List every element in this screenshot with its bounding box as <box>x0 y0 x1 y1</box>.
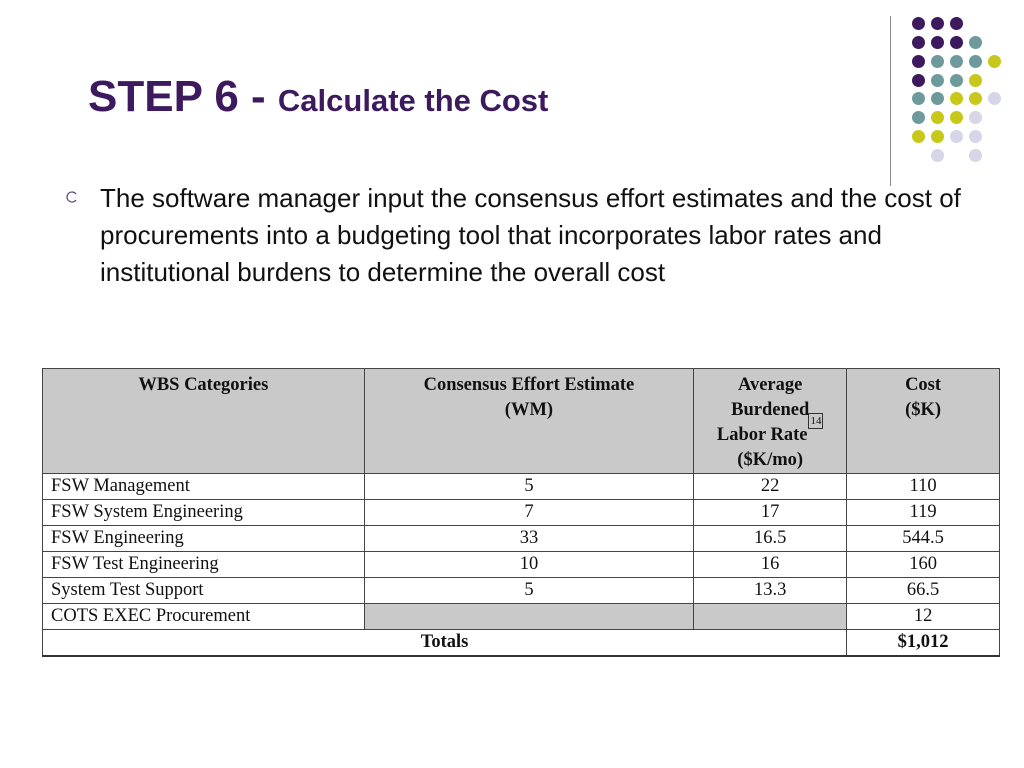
decor-dot-icon <box>912 36 925 49</box>
header-cost: Cost ($K) <box>847 369 1000 474</box>
decor-dot-icon <box>988 55 1001 68</box>
decor-dot-icon <box>931 111 944 124</box>
decor-dot-icon <box>950 111 963 124</box>
decor-dot-icon <box>969 130 982 143</box>
decor-dot-icon <box>931 55 944 68</box>
decor-dot-icon <box>950 55 963 68</box>
decor-dot-icon <box>950 36 963 49</box>
decor-dot-icon <box>912 111 925 124</box>
cell-category: FSW Management <box>43 474 365 500</box>
totals-value: $1,012 <box>847 630 1000 657</box>
decor-dot-icon <box>912 92 925 105</box>
cell-rate-empty <box>694 604 847 630</box>
cell-effort: 7 <box>364 500 694 526</box>
wbs-cost-table <box>42 368 1000 657</box>
decor-dot-icon <box>931 130 944 143</box>
cell-cost: 544.5 <box>847 526 1000 552</box>
decor-dot-icon <box>969 36 982 49</box>
decor-dot-icon <box>931 92 944 105</box>
cell-effort: 5 <box>364 578 694 604</box>
cell-category: COTS EXEC Procurement <box>43 604 365 630</box>
table-row <box>43 474 1000 500</box>
decor-dot-icon <box>969 149 982 162</box>
cell-cost: 119 <box>847 500 1000 526</box>
decor-dot-icon <box>969 55 982 68</box>
table-header-row <box>43 369 1000 474</box>
decor-dot-icon <box>969 74 982 87</box>
decor-dot-icon <box>931 149 944 162</box>
decorative-divider <box>890 16 891 186</box>
cell-category: FSW Engineering <box>43 526 365 552</box>
decor-dot-icon <box>912 74 925 87</box>
decor-dot-icon <box>988 92 1001 105</box>
cell-effort: 33 <box>364 526 694 552</box>
table-row <box>43 500 1000 526</box>
decor-dot-icon <box>931 74 944 87</box>
cell-effort: 5 <box>364 474 694 500</box>
table-row <box>43 578 1000 604</box>
decor-dot-icon <box>931 17 944 30</box>
cell-cost: 110 <box>847 474 1000 500</box>
decor-dot-icon <box>912 130 925 143</box>
slide-title-subtitle: Calculate the Cost <box>277 83 549 118</box>
cell-cost: 66.5 <box>847 578 1000 604</box>
decor-dot-icon <box>912 55 925 68</box>
cell-cost: 12 <box>847 604 1000 630</box>
cell-rate: 17 <box>694 500 847 526</box>
totals-label: Totals <box>43 630 847 657</box>
table-row <box>43 526 1000 552</box>
decor-dot-icon <box>969 111 982 124</box>
cell-cost: 160 <box>847 552 1000 578</box>
cell-rate: 22 <box>694 474 847 500</box>
header-labor-rate: Average Burdened Labor Rate14 ($K/mo) <box>694 369 847 474</box>
footnote-marker: 14 <box>810 415 822 427</box>
cell-rate: 16 <box>694 552 847 578</box>
hollow-circle-bullet-icon <box>66 180 100 291</box>
cell-category: System Test Support <box>43 578 365 604</box>
cell-category: FSW Test Engineering <box>43 552 365 578</box>
header-consensus-effort: Consensus Effort Estimate (WM) <box>364 369 694 474</box>
decor-dot-icon <box>950 74 963 87</box>
table-row <box>43 552 1000 578</box>
cell-effort: 10 <box>364 552 694 578</box>
table-row <box>43 604 1000 630</box>
header-wbs-categories: WBS Categories <box>43 369 365 474</box>
decor-dot-icon <box>969 92 982 105</box>
totals-row <box>43 630 1000 657</box>
slide-title-step: STEP 6 - <box>88 72 278 121</box>
decor-dot-icon <box>931 36 944 49</box>
cell-rate: 13.3 <box>694 578 847 604</box>
decor-dot-icon <box>950 92 963 105</box>
cell-effort-empty <box>364 604 694 630</box>
bullet-item <box>66 180 976 291</box>
decor-dot-icon <box>950 17 963 30</box>
decor-dot-icon <box>950 130 963 143</box>
slide-title <box>88 72 548 122</box>
decor-dot-icon <box>912 17 925 30</box>
bullet-text: The software manager input the consensus effort estimates and the cost of procurements into a budgeting tool that incorporates labor rates and institutional burdens to determine the overall cost <box>100 183 961 287</box>
cell-category: FSW System Engineering <box>43 500 365 526</box>
cell-rate: 16.5 <box>694 526 847 552</box>
